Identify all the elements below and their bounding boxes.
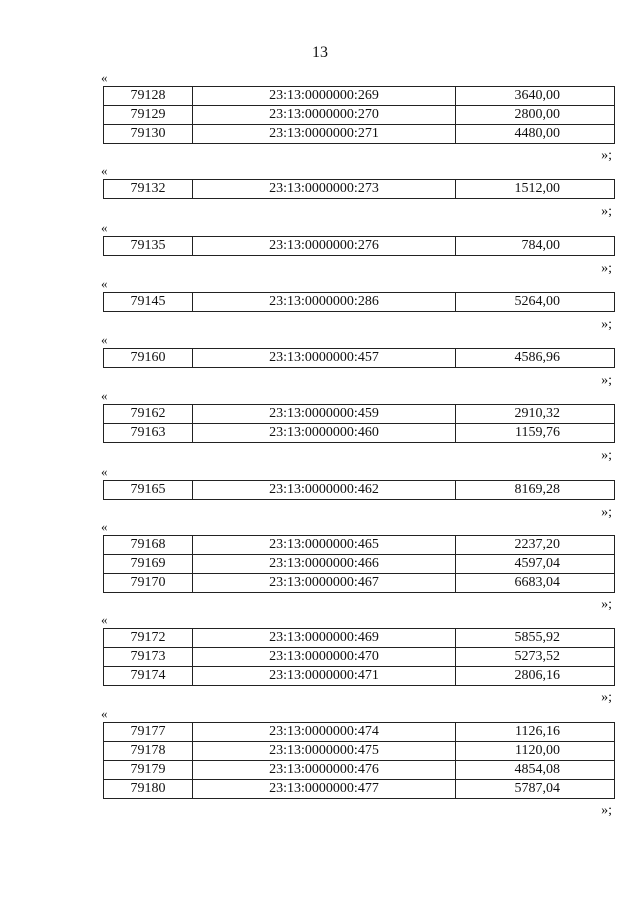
cadastral-number-cell: 23:13:0000000:471 [193, 667, 456, 686]
table-row [104, 780, 615, 799]
value-cell: 2806,16 [456, 667, 615, 686]
row-number-cell: 79172 [104, 629, 193, 648]
table-row [104, 574, 615, 593]
value-cell: 4854,08 [456, 761, 615, 780]
row-number-cell: 79173 [104, 648, 193, 667]
table-row [104, 667, 615, 686]
row-number-cell: 79128 [104, 87, 193, 106]
row-number-cell: 79132 [104, 180, 193, 199]
closing-quote: »; [601, 316, 612, 332]
cadastral-number-cell: 23:13:0000000:477 [193, 780, 456, 799]
opening-quote: « [101, 706, 108, 721]
row-number-cell: 79170 [104, 574, 193, 593]
value-cell: 5264,00 [456, 293, 615, 312]
data-table [103, 480, 615, 500]
row-number-cell: 79162 [104, 405, 193, 424]
opening-quote: « [101, 70, 108, 85]
data-table [103, 86, 615, 144]
value-cell: 2800,00 [456, 106, 615, 125]
cadastral-number-cell: 23:13:0000000:273 [193, 180, 456, 199]
data-table [103, 348, 615, 368]
closing-quote: »; [601, 372, 612, 388]
value-cell: 8169,28 [456, 481, 615, 500]
value-cell: 1120,00 [456, 742, 615, 761]
value-cell: 4586,96 [456, 349, 615, 368]
data-table [103, 179, 615, 199]
opening-quote: « [101, 519, 108, 534]
data-table [103, 404, 615, 443]
cadastral-number-cell: 23:13:0000000:270 [193, 106, 456, 125]
cadastral-number-cell: 23:13:0000000:465 [193, 536, 456, 555]
value-cell: 6683,04 [456, 574, 615, 593]
cadastral-number-cell: 23:13:0000000:470 [193, 648, 456, 667]
table-row [104, 723, 615, 742]
value-cell: 4480,00 [456, 125, 615, 144]
table-row [104, 424, 615, 443]
closing-quote: »; [601, 504, 612, 520]
opening-quote: « [101, 612, 108, 627]
table-row [104, 349, 615, 368]
cadastral-number-cell: 23:13:0000000:269 [193, 87, 456, 106]
cadastral-number-cell: 23:13:0000000:462 [193, 481, 456, 500]
table-row [104, 648, 615, 667]
closing-quote: »; [601, 447, 612, 463]
table-row [104, 536, 615, 555]
cadastral-number-cell: 23:13:0000000:271 [193, 125, 456, 144]
table-row [104, 87, 615, 106]
row-number-cell: 79179 [104, 761, 193, 780]
row-number-cell: 79165 [104, 481, 193, 500]
closing-quote: »; [601, 803, 612, 819]
row-number-cell: 79178 [104, 742, 193, 761]
data-table [103, 535, 615, 593]
value-cell: 2237,20 [456, 536, 615, 555]
cadastral-number-cell: 23:13:0000000:276 [193, 237, 456, 256]
page-number: 13 [312, 44, 328, 61]
cadastral-number-cell: 23:13:0000000:286 [193, 293, 456, 312]
table-row [104, 761, 615, 780]
data-table [103, 722, 615, 799]
value-cell: 2910,32 [456, 405, 615, 424]
value-cell: 1512,00 [456, 180, 615, 199]
table-row [104, 405, 615, 424]
cadastral-number-cell: 23:13:0000000:459 [193, 405, 456, 424]
cadastral-number-cell: 23:13:0000000:476 [193, 761, 456, 780]
row-number-cell: 79177 [104, 723, 193, 742]
data-table [103, 628, 615, 686]
value-cell: 1159,76 [456, 424, 615, 443]
row-number-cell: 79130 [104, 125, 193, 144]
table-row [104, 555, 615, 574]
value-cell: 5787,04 [456, 780, 615, 799]
value-cell: 784,00 [456, 237, 615, 256]
table-row [104, 481, 615, 500]
row-number-cell: 79135 [104, 237, 193, 256]
value-cell: 1126,16 [456, 723, 615, 742]
cadastral-number-cell: 23:13:0000000:467 [193, 574, 456, 593]
table-row [104, 629, 615, 648]
table-row [104, 180, 615, 199]
row-number-cell: 79160 [104, 349, 193, 368]
table-row [104, 742, 615, 761]
value-cell: 5273,52 [456, 648, 615, 667]
opening-quote: « [101, 163, 108, 178]
opening-quote: « [101, 464, 108, 479]
table-row [104, 237, 615, 256]
table-row [104, 125, 615, 144]
row-number-cell: 79145 [104, 293, 193, 312]
data-table [103, 292, 615, 312]
opening-quote: « [101, 220, 108, 235]
closing-quote: »; [601, 597, 612, 613]
opening-quote: « [101, 388, 108, 403]
row-number-cell: 79180 [104, 780, 193, 799]
value-cell: 3640,00 [456, 87, 615, 106]
row-number-cell: 79163 [104, 424, 193, 443]
table-row [104, 293, 615, 312]
cadastral-number-cell: 23:13:0000000:469 [193, 629, 456, 648]
closing-quote: »; [601, 260, 612, 276]
opening-quote: « [101, 332, 108, 347]
cadastral-number-cell: 23:13:0000000:466 [193, 555, 456, 574]
closing-quote: »; [601, 148, 612, 164]
opening-quote: « [101, 276, 108, 291]
closing-quote: »; [601, 203, 612, 219]
row-number-cell: 79169 [104, 555, 193, 574]
cadastral-number-cell: 23:13:0000000:457 [193, 349, 456, 368]
table-row [104, 106, 615, 125]
cadastral-number-cell: 23:13:0000000:474 [193, 723, 456, 742]
row-number-cell: 79168 [104, 536, 193, 555]
row-number-cell: 79174 [104, 667, 193, 686]
closing-quote: »; [601, 690, 612, 706]
value-cell: 4597,04 [456, 555, 615, 574]
data-table [103, 236, 615, 256]
cadastral-number-cell: 23:13:0000000:460 [193, 424, 456, 443]
value-cell: 5855,92 [456, 629, 615, 648]
cadastral-number-cell: 23:13:0000000:475 [193, 742, 456, 761]
row-number-cell: 79129 [104, 106, 193, 125]
